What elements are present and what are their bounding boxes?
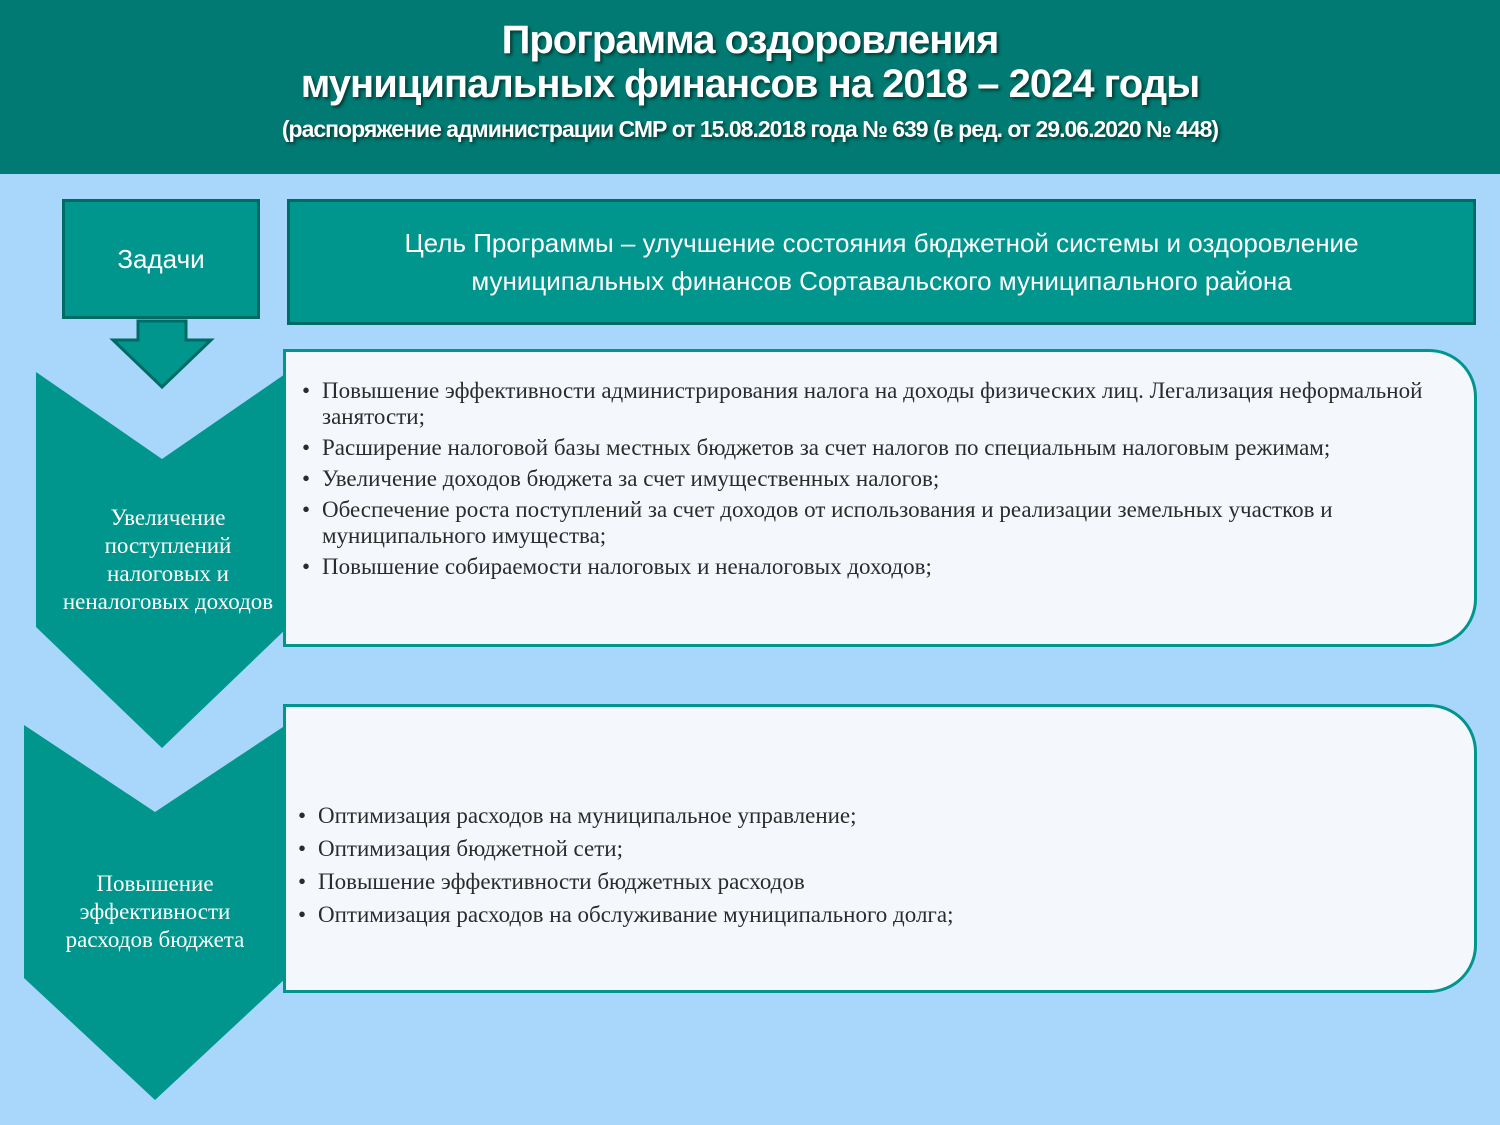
list-item: • Расширение налоговой базы местных бюджетов за счет налогов по специальным налоговым режимам;	[302, 435, 1452, 461]
title-line-1: Программа оздоровления	[501, 18, 999, 62]
section-1-label: Увеличение поступлений налоговых и неналоговых доходов	[62, 505, 274, 614]
list-item: • Повышение эффективности администрирования налога на доходы физических лиц. Легализация неформальной занятости;	[302, 378, 1452, 430]
subtitle: (распоряжение администрации СМР от 15.08.2018 года № 639 (в ред. от 29.06.2020 № 448)	[281, 116, 1219, 142]
list-item: • Оптимизация расходов на обслуживание муниципального долга;	[298, 898, 1448, 931]
section-2-list	[298, 799, 1448, 931]
section-2-label: Повышение эффективности расходов бюджета	[65, 871, 245, 952]
list-item: • Оптимизация расходов на муниципальное управление;	[298, 799, 1448, 832]
list-item: • Обеспечение роста поступлений за счет доходов от использования и реализации земельных участков и муниципального имущества;	[302, 497, 1452, 549]
section-2-panel	[283, 704, 1477, 993]
section-1-list	[302, 378, 1452, 585]
tasks-box: Задачи	[62, 199, 260, 319]
list-item: • Повышение собираемости налоговых и неналоговых доходов;	[302, 554, 1452, 580]
list-item: • Повышение эффективности бюджетных расходов	[298, 865, 1448, 898]
list-item: • Оптимизация бюджетной сети;	[298, 832, 1448, 865]
goal-box: Цель Программы – улучшение состояния бюджетной системы и оздоровление муниципальных финансов Сортавальского муниципального района	[287, 199, 1476, 325]
section-1-panel	[283, 349, 1477, 647]
list-item: • Увеличение доходов бюджета за счет имущественных налогов;	[302, 466, 1452, 492]
title-line-2: муниципальных финансов на 2018 – 2024 годы	[300, 62, 1200, 106]
down-arrow	[113, 321, 211, 387]
